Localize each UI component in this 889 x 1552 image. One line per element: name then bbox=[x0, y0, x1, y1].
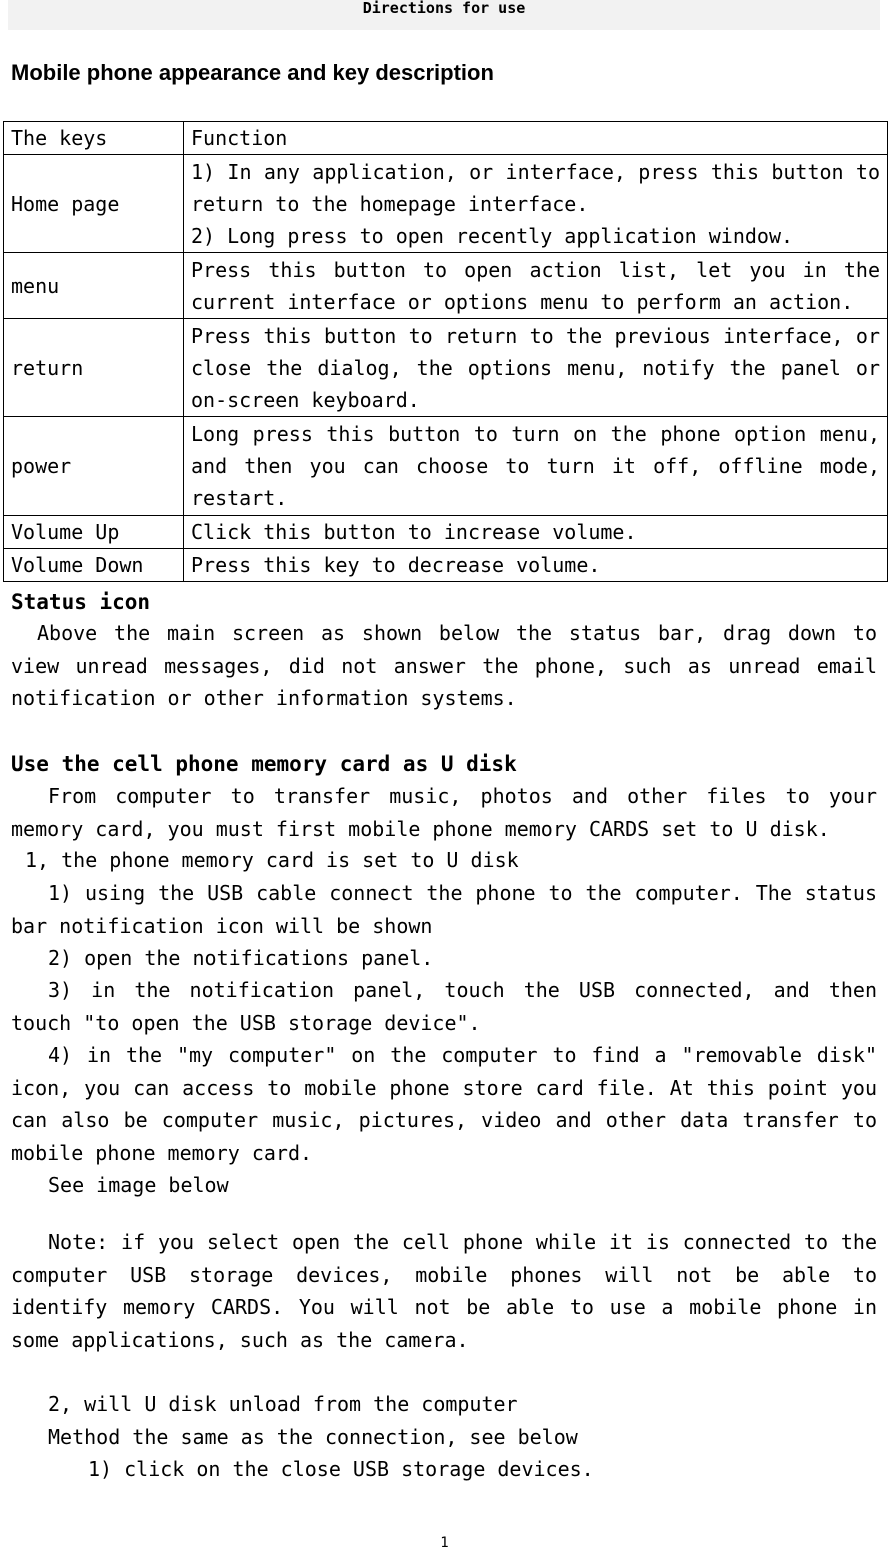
function-cell: Press this button to return to the previous interface, or close the dialog, the options menu, notify the panel or on-screen keyboard. bbox=[184, 319, 888, 417]
header-title: Directions for use bbox=[362, 0, 526, 17]
step1-item-4: 4) in the "my computer" on the computer to find a "removable disk" icon, you can access to mobile phone store card file. At this point you can also be computer music, pictures, video and other data transfer to mobile phone memory card. bbox=[11, 1043, 877, 1165]
function-line: 2) Long press to open recently application window. bbox=[191, 223, 794, 248]
function-cell: Click this button to increase volume. bbox=[184, 516, 888, 549]
page-header bbox=[8, 0, 880, 30]
document-title: Mobile phone appearance and key description bbox=[11, 60, 494, 85]
step1-item-3: 3) in the notification panel, touch the USB connected, and then touch "to open the USB storage device". bbox=[11, 978, 877, 1035]
page-number: 1 bbox=[440, 1535, 449, 1551]
header-cell-function: Function bbox=[184, 122, 888, 155]
header-cell-keys: The keys bbox=[4, 122, 184, 155]
u-disk-intro: From computer to transfer music, photos and other files to your memory card, you must first mobile phone memory CARDS set to U disk. bbox=[11, 784, 877, 841]
key-cell: menu bbox=[4, 253, 184, 319]
key-cell: Volume Up bbox=[4, 516, 184, 549]
function-cell: Press this button to open action list, let you in the current interface or options menu to perform an action. bbox=[184, 253, 888, 319]
table-row bbox=[4, 253, 888, 319]
status-icon-heading: Status icon bbox=[11, 590, 151, 614]
note-paragraph: Note: if you select open the cell phone while it is connected to the computer USB storage devices, mobile phones will not be able to identify memory CARDS. You will not be able to use a mobile phone in some applications, such as the camera. bbox=[11, 1230, 877, 1352]
see-image-below: See image below bbox=[48, 1173, 229, 1197]
table-row bbox=[4, 417, 888, 516]
table-row bbox=[4, 319, 888, 417]
function-line: 1) In any application, or interface, press this button to return to the homepage interface. bbox=[191, 159, 880, 216]
table-row bbox=[4, 549, 888, 582]
key-cell: Volume Down bbox=[4, 549, 184, 582]
table-header-row bbox=[4, 122, 888, 155]
key-cell: power bbox=[4, 417, 184, 516]
key-cell: Home page bbox=[4, 155, 184, 253]
step1-item-2: 2) open the notifications panel. bbox=[48, 946, 434, 970]
table-row bbox=[4, 155, 888, 253]
step1-title: 1, the phone memory card is set to U disk bbox=[25, 848, 519, 872]
step2-method: Method the same as the connection, see below bbox=[48, 1425, 578, 1449]
function-cell: Long press this button to turn on the phone option menu, and then you can choose to turn it off, offline mode, restart. bbox=[184, 417, 888, 516]
function-cell: Press this key to decrease volume. bbox=[184, 549, 888, 582]
table-row bbox=[4, 516, 888, 549]
key-description-table bbox=[3, 121, 888, 582]
function-cell bbox=[184, 155, 888, 253]
status-icon-paragraph: Above the main screen as shown below the status bar, drag down to view unread messages, did not answer the phone, such as unread email notification or other information systems. bbox=[11, 621, 877, 710]
key-cell: return bbox=[4, 319, 184, 417]
step2-title: 2, will U disk unload from the computer bbox=[48, 1392, 518, 1416]
step2-item-1: 1) click on the close USB storage devices. bbox=[88, 1457, 594, 1481]
step1-item-1: 1) using the USB cable connect the phone to the computer. The status bar notification icon will be shown bbox=[11, 881, 877, 938]
u-disk-heading: Use the cell phone memory card as U disk bbox=[11, 752, 517, 776]
